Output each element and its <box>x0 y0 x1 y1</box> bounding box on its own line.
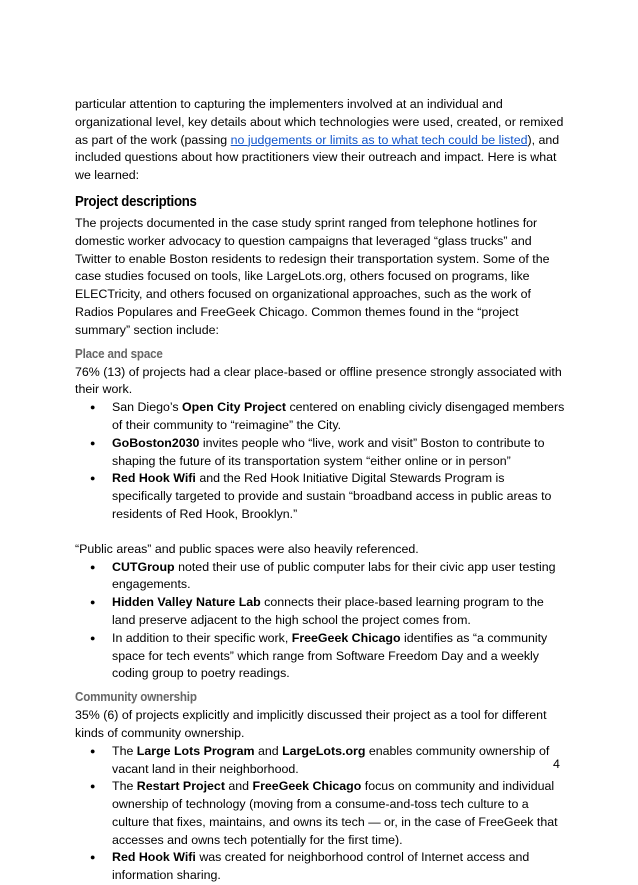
list-item: ● Hidden Valley Nature Lab connects their place-based learning program to the land preserve adjacent to the high school the project comes from. <box>90 595 544 627</box>
intro-text: particular attention to capturing the implementers involved at an individual and organizational level, key details about which technologies were used, created, or remixed as part of the work (passing <box>75 97 564 147</box>
heading-community-ownership: Community ownership <box>75 689 197 705</box>
list-item: ● The Restart Project and FreeGeek Chicago focus on community and individual ownership of technology (moving from a consume-and-toss tech culture to a culture that fixes, maintains, and owns its tech — or, in the case of FreeGeek that accesses and owns tech potentially for the first time). <box>90 779 558 847</box>
bullet-icon: ● <box>90 781 96 792</box>
list-item: ● GoBoston2030 invites people who “live, work and visit” Boston to contribute to shaping the future of its transportation system “either online or in person” <box>90 435 545 468</box>
tech-listing-link[interactable]: no judgements or limits as to what tech could be listed <box>230 132 528 147</box>
community-ownership-paragraph: 35% (6) of projects explicitly and implicitly discussed their project as a tool for different kinds of community ownership. <box>75 708 547 740</box>
bullet-icon: ● <box>90 437 96 448</box>
public-areas-paragraph: “Public areas” and public spaces were also heavily referenced. <box>75 541 419 556</box>
intro-paragraph <box>75 96 567 185</box>
bullet-icon: ● <box>90 597 96 608</box>
bullet-icon: ● <box>90 745 96 756</box>
project-descriptions-paragraph: The projects documented in the case study sprint ranged from telephone hotlines for domestic worker advocacy to question campaigns that leveraged “glass trucks” and Twitter to enable Boston residents to redesign their transportation system. Some of the case studies focused on tools, like LargeLots.org, others focused on programs, like ELECTricity, and others focused on organizational approaches, such as the work of Radios Populares and FreeGeek Chicago. Common themes found in the “project summary” section include: <box>75 215 550 337</box>
bullet-icon: ● <box>90 852 96 863</box>
list-item: ● CUTGroup noted their use of public computer labs for their civic app user testing engagements. <box>90 559 556 592</box>
document-page <box>75 96 567 885</box>
bullet-icon: ● <box>90 402 96 413</box>
bullet-icon: ● <box>90 561 96 572</box>
bullet-icon: ● <box>90 473 96 484</box>
intro-text-end: ), and included questions about how practitioners view their outreach and impact. Here is what we learned: <box>75 132 560 183</box>
place-bullets-1 <box>75 399 567 524</box>
spacer <box>75 524 567 541</box>
list-item: ● In addition to their specific work, FreeGeek Chicago identifies as “a community space for tech events” which range from Software Freedom Day and a weekly coding group to poetry readings. <box>90 630 548 681</box>
list-item: ● Red Hook Wifi was created for neighborhood control of Internet access and information sharing. <box>90 850 530 883</box>
community-bullets <box>75 743 567 885</box>
place-and-space-paragraph: 76% (13) of projects had a clear place-based or offline presence strongly associated with their work. <box>75 364 562 397</box>
heading-project-descriptions: Project descriptions <box>75 192 197 210</box>
bullet-icon: ● <box>90 632 96 643</box>
place-bullets-2 <box>75 559 567 684</box>
heading-place-and-space: Place and space <box>75 345 163 361</box>
page-number: 4 <box>553 757 560 771</box>
list-item: ● The Large Lots Program and LargeLots.org enables community ownership of vacant land in their neighborhood. <box>90 743 550 776</box>
list-item: ● San Diego’s Open City Project centered on enabling civicly disengaged members of their community to “reimagine” the City. <box>90 400 565 432</box>
list-item: ● Red Hook Wifi and the Red Hook Initiative Digital Stewards Program is specifically targeted to provide and sustain “broadband access in public areas to residents of Red Hook, Brooklyn.” <box>90 471 552 521</box>
